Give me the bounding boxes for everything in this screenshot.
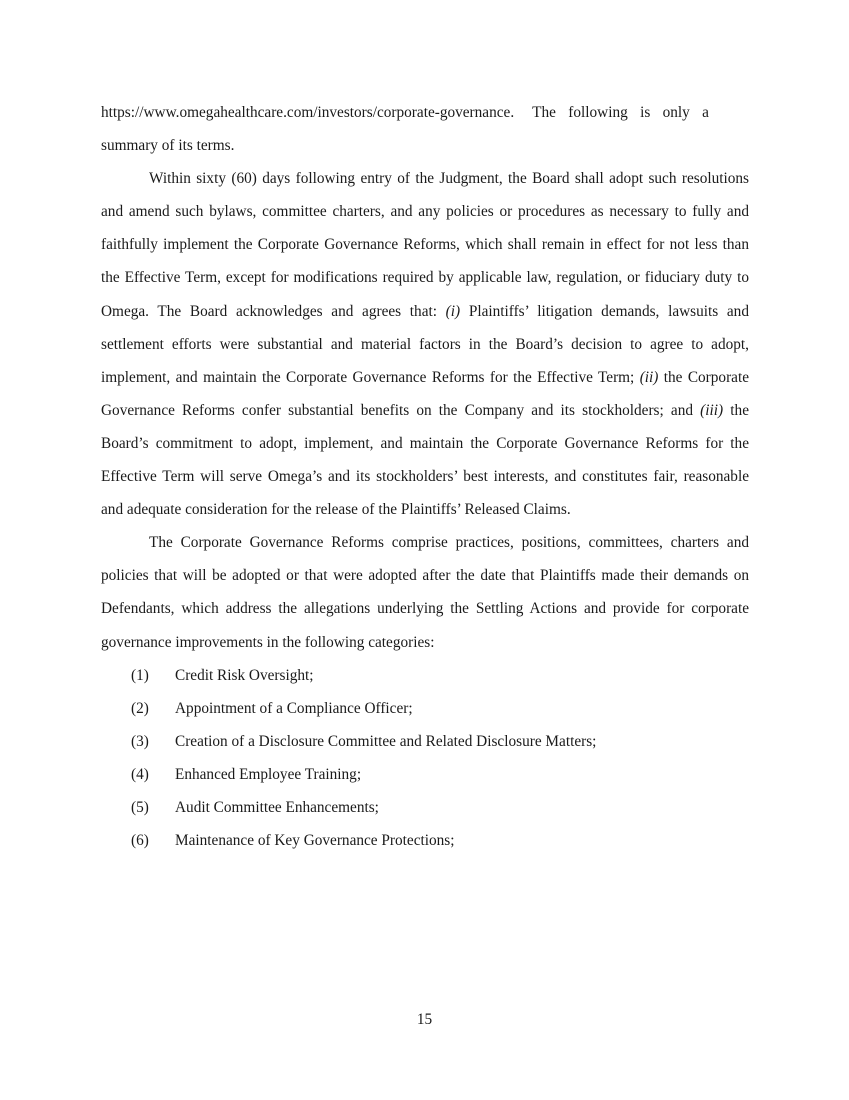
list-item-number: (2) bbox=[131, 699, 149, 717]
paragraph-2-part4: the Board’s commitment to adopt, implement, and maintain the Corporate Governance Reforms for the Effective Term will serve Omega’s and its stockholders’ best interests, and constitutes fair, reasonable and adequate consideration for the release of the Plaintiffs’ Released Claims. bbox=[101, 401, 749, 519]
paragraph-1-line2: summary of its terms. bbox=[101, 137, 235, 155]
url-text: https://www.omegahealthcare.com/investors/corporate-governance. bbox=[101, 104, 515, 121]
list-item-number: (1) bbox=[131, 666, 149, 684]
list-item-text: Appointment of a Compliance Officer; bbox=[175, 699, 413, 717]
list-item-text: Enhanced Employee Training; bbox=[175, 765, 362, 783]
list-item bbox=[101, 758, 749, 791]
paragraph-2-part1: Within sixty (60) days following entry of the Judgment, the Board shall adopt such resolutions and amend such bylaws, committee charters, and any policies or procedures as necessary to fully and faithfully implement the Corporate Governance Reforms, which shall remain in effect for not less than the Effective Term, except for modifications required by applicable law, regulation, or fiduciary duty to Omega. The Board acknowledges and agrees that: bbox=[101, 170, 749, 320]
paragraph-2-part2: Plaintiffs’ litigation demands, lawsuits and settlement efforts were substantial and material factors in the Board’s decision to agree to adopt, implement, and maintain the Corporate Governance Reforms for the Effective Term; bbox=[101, 302, 749, 386]
list-item bbox=[101, 791, 749, 824]
paragraph-2 bbox=[101, 162, 749, 526]
list-item-text: Credit Risk Oversight; bbox=[175, 666, 314, 684]
marker-iii: (iii) bbox=[700, 401, 724, 419]
marker-ii: (ii) bbox=[639, 368, 659, 386]
paragraph-1 bbox=[101, 96, 749, 162]
paragraph-1-line1-rest: The following is only a bbox=[532, 104, 709, 121]
list-item bbox=[101, 659, 749, 692]
list-item-number: (3) bbox=[131, 732, 149, 750]
paragraph-3: The Corporate Governance Reforms comprise practices, positions, committees, charters and policies that will be adopted or that were adopted after the date that Plaintiffs made their demands on Defendants, which address the allegations underlying the Settling Actions and provide for corporate governance improvements in the following categories: bbox=[101, 534, 749, 651]
list-item-number: (6) bbox=[131, 832, 149, 850]
page-number: 15 bbox=[416, 1011, 433, 1028]
list-item-text: Audit Committee Enhancements; bbox=[175, 798, 379, 816]
category-list bbox=[101, 659, 749, 858]
list-item bbox=[101, 725, 749, 758]
list-item-number: (4) bbox=[131, 765, 149, 783]
list-item-text: Creation of a Disclosure Committee and Related Disclosure Matters; bbox=[175, 732, 597, 750]
list-item bbox=[101, 692, 749, 725]
list-item-number: (5) bbox=[131, 798, 149, 816]
document-page bbox=[101, 96, 749, 857]
list-item-text: Maintenance of Key Governance Protections; bbox=[175, 832, 455, 850]
marker-i: (i) bbox=[445, 302, 461, 320]
paragraph-2-part3: the Corporate Governance Reforms confer substantial benefits on the Company and its stockholders; and bbox=[101, 368, 749, 419]
list-item bbox=[101, 824, 749, 857]
